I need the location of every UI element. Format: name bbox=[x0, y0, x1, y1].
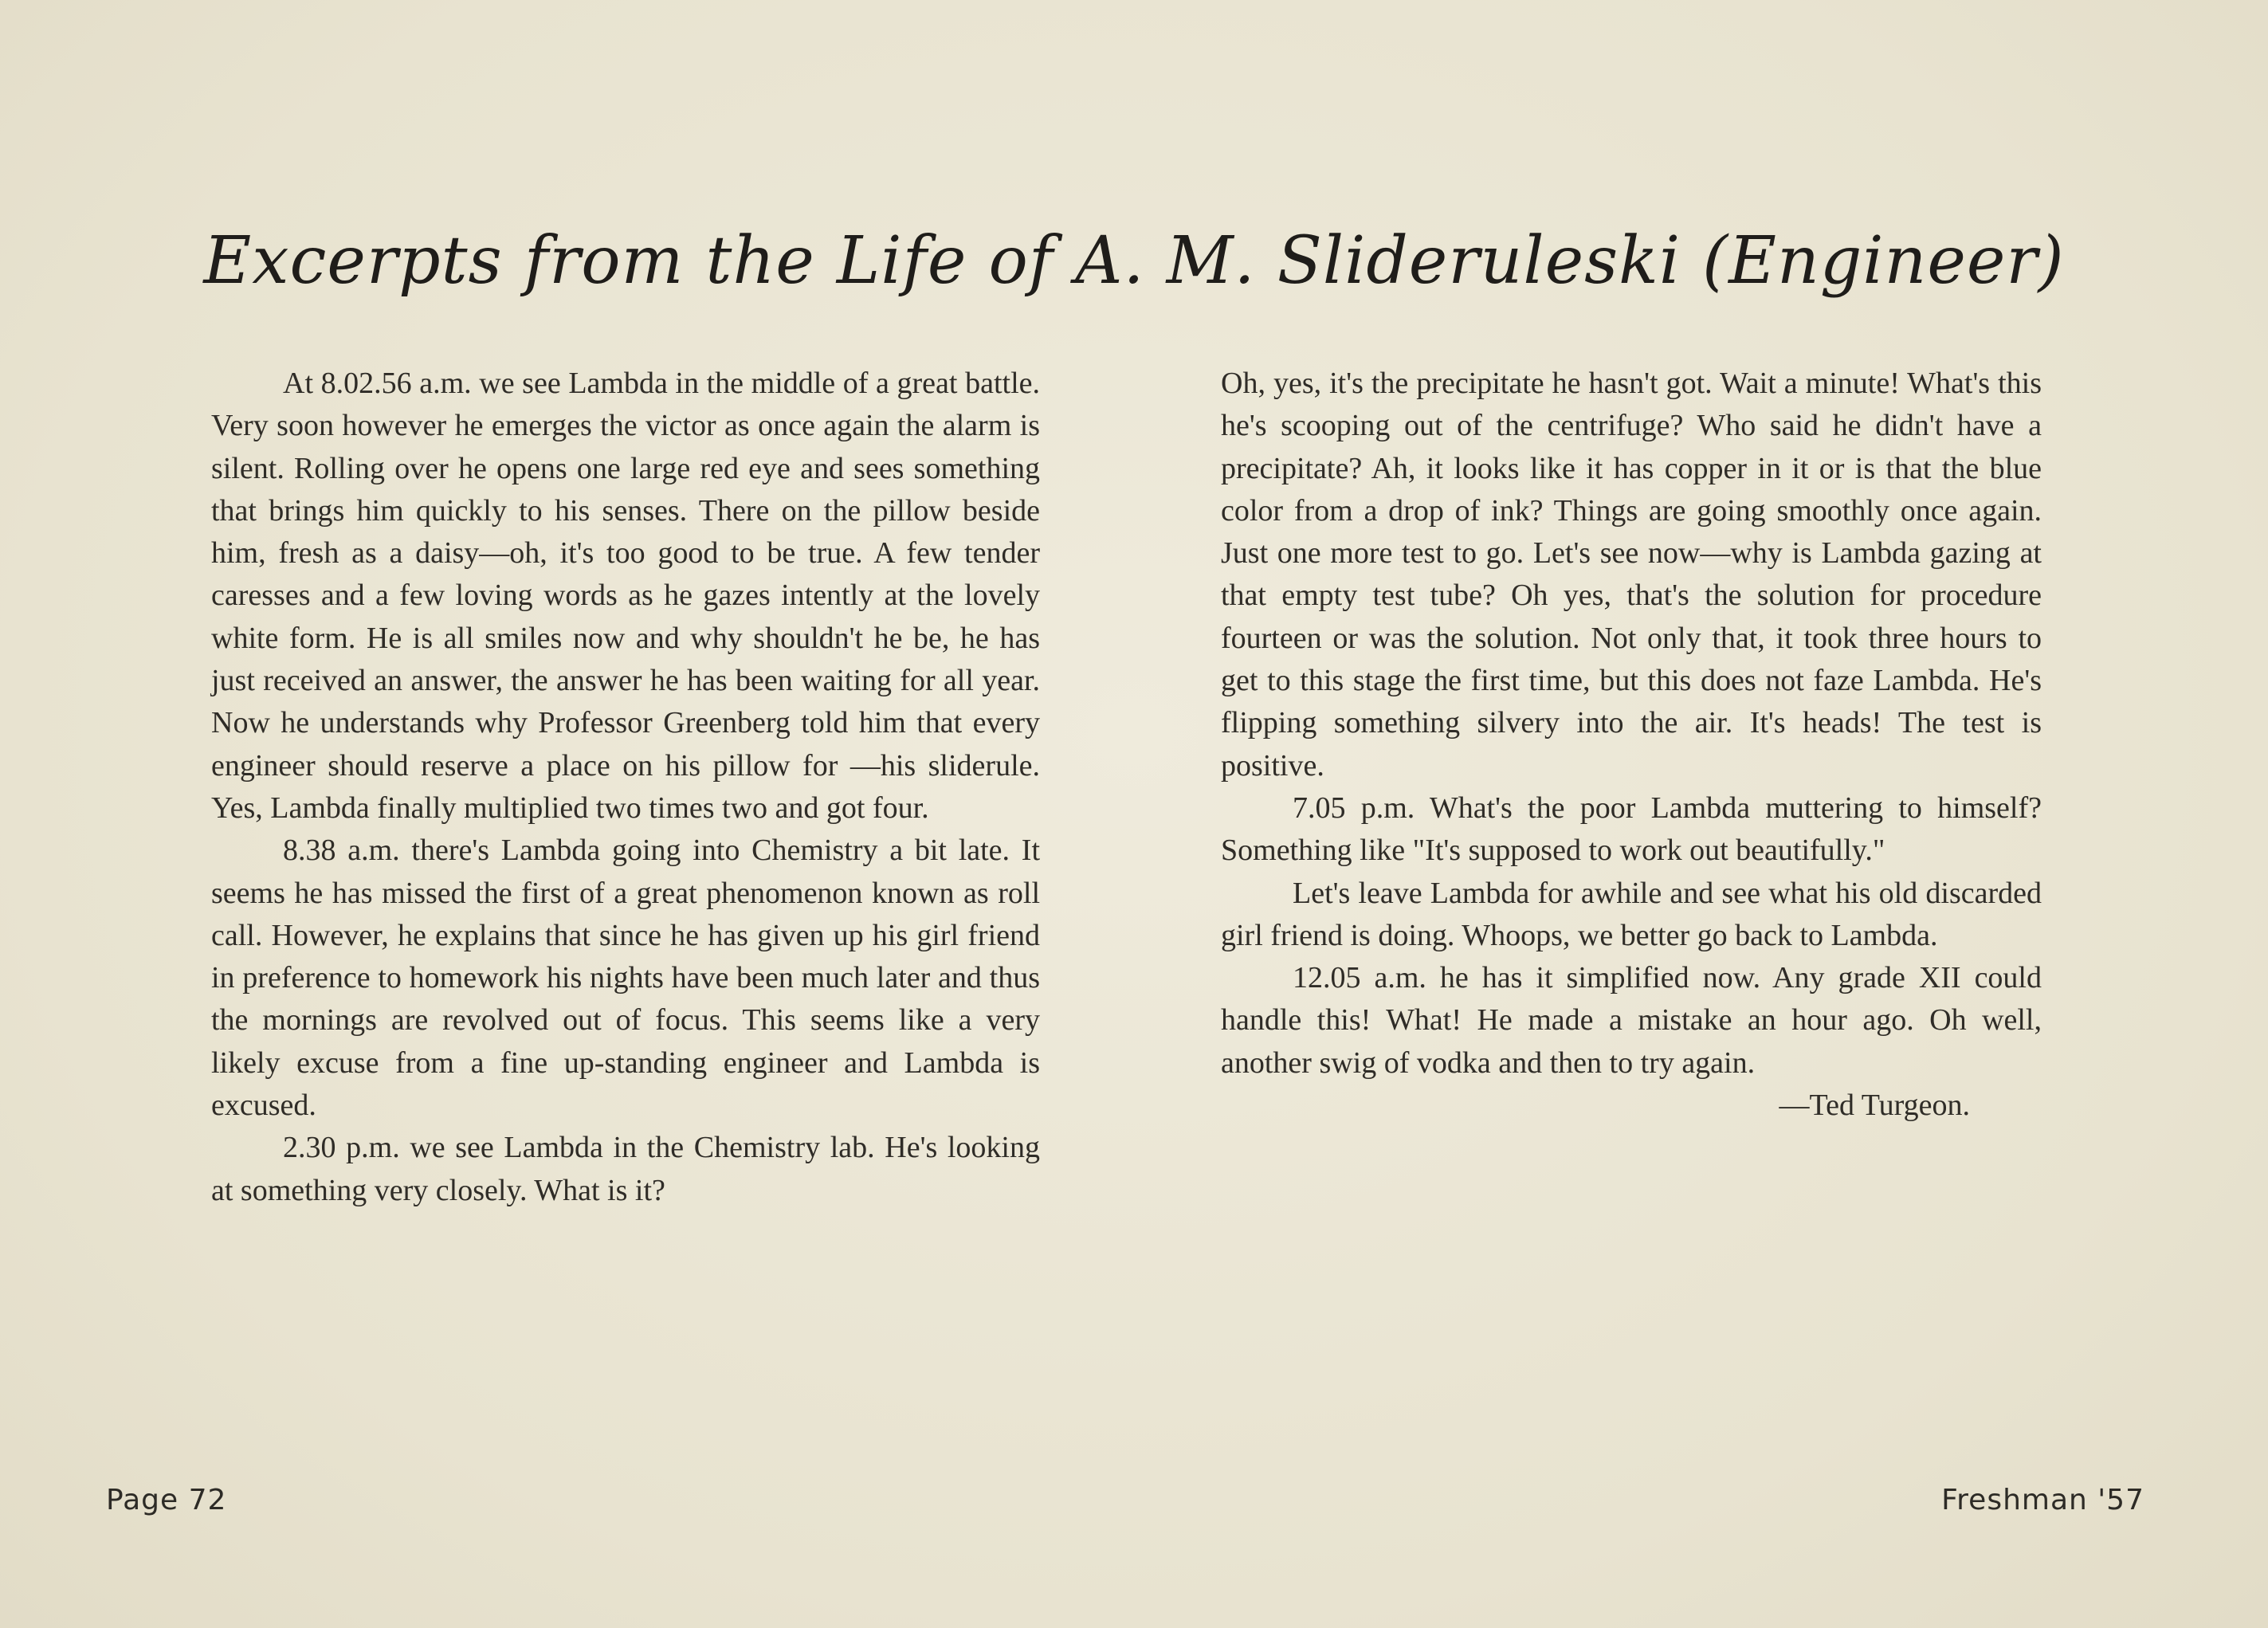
right-column bbox=[1221, 363, 2042, 1127]
author-signature: —Ted Turgeon. bbox=[1779, 1089, 1970, 1123]
paragraph-continuation: Oh, yes, it's the precipitate he hasn't got. Wait a minute! What's this he's scooping out of the centrifuge? Who said he didn't have a precipitate? Ah, it looks like it has copper in it or is that the blue color from a drop of ink? Things are going smoothly once again. Just one more test to go. Let's see now—why is Lambda gazing at that empty test tube? Oh yes, that's the solution for procedure fourteen or was the solution. Not only that, it took three hours to get to this stage the first time, but this does not faze Lambda. He's flipping something silvery into the air. It's heads! The test is positive. bbox=[1221, 367, 2042, 783]
article-title: Excerpts from the Life of A. M. Slideruleski (Engineer) bbox=[203, 223, 2065, 299]
publication-name: Freshman '57 bbox=[1941, 1484, 2144, 1516]
paragraph-evening: 7.05 p.m. What's the poor Lambda muttering to himself? Something like "It's supposed to work out beautifully." bbox=[1221, 790, 2042, 868]
paragraph-chemistry-lab: 2.30 p.m. we see Lambda in the Chemistry lab. He's looking at something very closely. What is it? bbox=[211, 1131, 1040, 1207]
paragraph-morning: At 8.02.56 a.m. we see Lambda in the middle of a great battle. Very soon however he emerges the victor as once again the alarm is silent. Rolling over he opens one large red eye and sees something that brings him quickly to his senses. There on the pillow beside him, fresh as a daisy—oh, it's too good to be true. A few tender caresses and a few loving words as he gazes intently at the lovely white form. He is all smiles now and why shouldn't he be, he has just received an answer, the answer he has been waiting for all year. Now he understands why Professor Greenberg told him that every engineer should reserve a place on his pillow for —his sliderule. Yes, Lambda finally multiplied two times two and got four. bbox=[211, 367, 1040, 825]
left-column bbox=[211, 363, 1040, 1212]
paragraph-midnight: 12.05 a.m. he has it simplified now. Any grade XII could handle this! What! He made a mistake an hour ago. Oh well, another swig of vodka and then to try again. bbox=[1221, 961, 2042, 1080]
paragraph-girl-friend: Let's leave Lambda for awhile and see what his old discarded girl friend is doing. Whoops, we better go back to Lambda. bbox=[1221, 876, 2042, 952]
page-number: Page 72 bbox=[106, 1484, 227, 1516]
paragraph-chemistry-class: 8.38 a.m. there's Lambda going into Chemistry a bit late. It seems he has missed the first of a great phenomenon known as roll call. However, he explains that since he has given up his girl friend in preference to homework his nights have been much later and thus the mornings are revolved out of focus. This seems like a very likely excuse from a fine up-standing engineer and Lambda is excused. bbox=[211, 834, 1040, 1123]
